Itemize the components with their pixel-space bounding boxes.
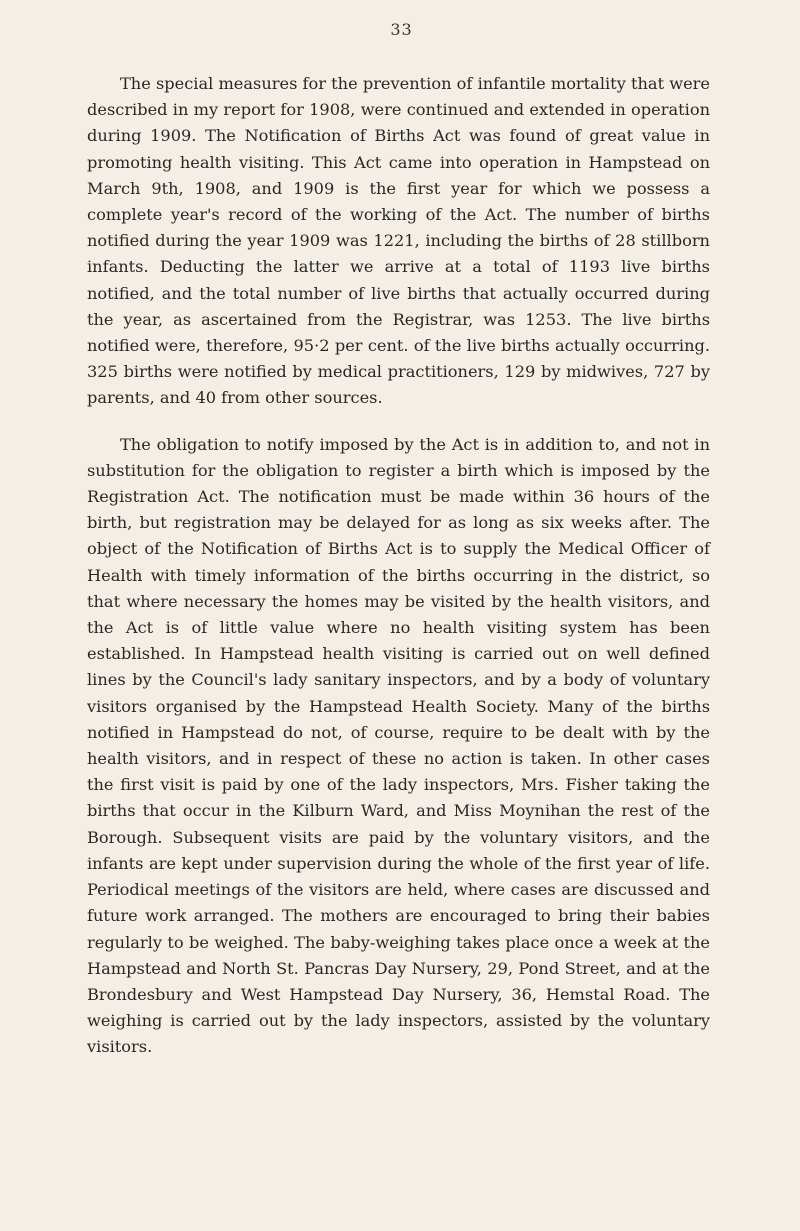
page-number: 33: [390, 20, 413, 39]
paragraph-notification-obligation: The obligation to notify imposed by the Act is in addition to, and not in substitution for the obligation to register a birth which is imposed by the Registration Act. The notification must be made within 36 hours of the birth, but registration may be delayed for as long as six weeks after. The object of the Notification of Births Act is to supply the Medical Officer of Health with timely information of the births occurring in the district, so that where necessary the homes may be visited by the health visitors, and the Act is of little value where no health visiting system has been established. In Hampstead health visiting is carried out on well defined lines by the Council's lady sanitary inspectors, and by a body of voluntary visitors organised by the Hampstead Health Society. Many of the births notified in Hampstead do not, of course, require to be dealt with by the health visitors, and in respect of these no action is taken. In other cases the first visit is paid by one of the lady inspectors, Mrs. Fisher taking the births that occur in the Kilburn Ward, and Miss Moynihan the rest of the Borough. Subsequent visits are paid by the voluntary visitors, and the infants are kept under supervision during the whole of the first year of life. Periodical meetings of the visitors are held, where cases are discussed and future work arranged. The mothers are encouraged to bring their babies regularly to be weighed. The baby-weighing takes place once a week at the Hampstead and North St. Pancras Day Nursery, 29, Pond Street, and at the Brondesbury and West Hampstead Day Nursery, 36, Hemstal Road. The weighing is carried out by the lady inspectors, assisted by the voluntary visitors.: [87, 434, 710, 1057]
paragraph-infantile-mortality: The special measures for the prevention of infantile mortality that were described in my report for 1908, were continued and extended in operation during 1909. The Notification of Births Act was found of great value in promoting health visiting. This Act came into operation in Hampstead on March 9th, 1908, and 1909 is the first year for which we possess a complete year's record of the working of the Act. The number of births notified during the year 1909 was 1221, including the births of 28 stillborn infants. Deducting the latter we arrive at a total of 1193 live births notified, and the total number of live births that actually occurred during the year, as ascertained from the Registrar, was 1253. The live births notified were, therefore, 95·2 per cent. of the live births actually occurring. 325 births were notified by medical practitioners, 129 by midwives, 727 by parents, and 40 from other sources.: [87, 74, 710, 408]
